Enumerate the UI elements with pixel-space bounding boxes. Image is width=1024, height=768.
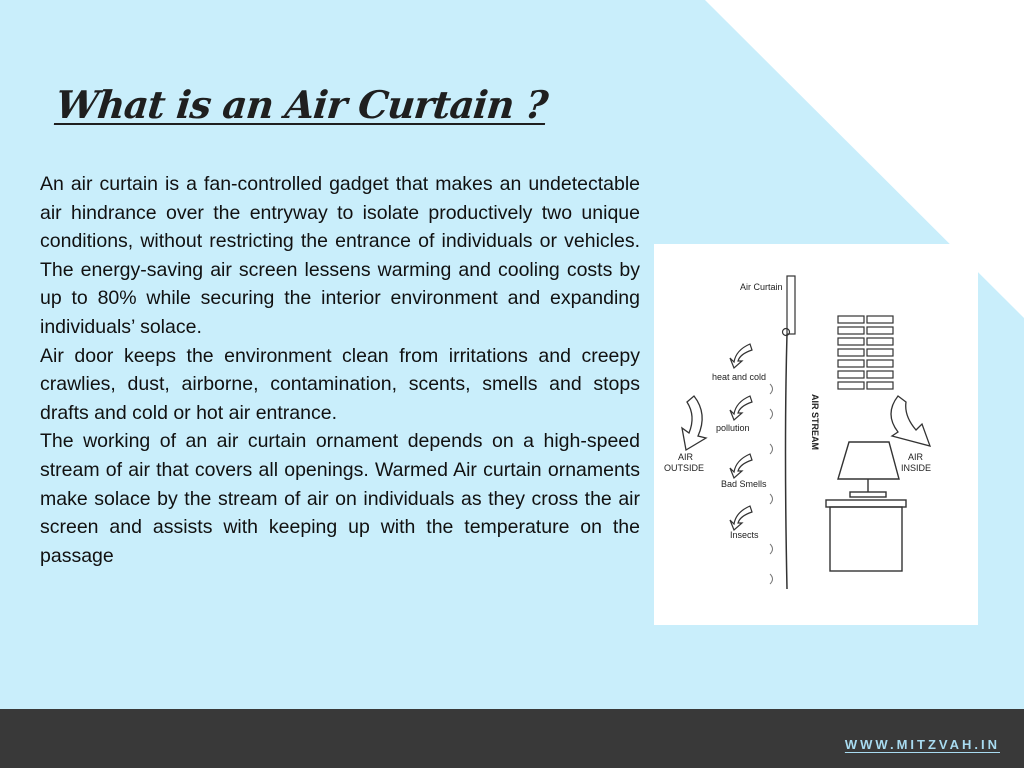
air-curtain-diagram bbox=[654, 244, 978, 625]
air-curtain-device bbox=[787, 276, 795, 334]
smells-arrow-icon bbox=[730, 454, 752, 478]
blocked-bad-smells: Bad Smells bbox=[721, 479, 767, 489]
footer-bar bbox=[0, 709, 1024, 768]
blocked-heat-cold: heat and cold bbox=[712, 372, 767, 382]
air-curtain-nozzle bbox=[783, 329, 790, 336]
air-outside-arrow-icon bbox=[682, 396, 706, 450]
pollution-arrow-icon bbox=[730, 396, 752, 420]
air-outside-label-2: OUTSIDE bbox=[664, 463, 705, 473]
air-inside-label-2: INSIDE bbox=[901, 463, 932, 473]
paragraph-working: The working of an air curtain ornament depends on a high-speed stream of air that covers all openings. Warmed Air curtain ornaments make solace by the stream of air on individuals as they cross the air screen and assists with keeping up with the temperature on the passage bbox=[40, 430, 640, 567]
air-curtain-label: Air Curtain bbox=[740, 282, 783, 292]
air-flow-marks bbox=[770, 384, 773, 584]
lamp-table-icon bbox=[826, 442, 906, 571]
heat-cold-arrow-icon bbox=[730, 344, 752, 368]
website-link[interactable]: WWW.MITZVAH.IN bbox=[844, 737, 1000, 752]
air-stream-line bbox=[786, 334, 788, 589]
insects-arrow-icon bbox=[730, 506, 752, 530]
paragraph-definition: An air curtain is a fan-controlled gadget that makes an undetectable air hindrance over the entryway to isolate productively two unique conditions, without restricting the entrance of individuals or vehicles. The energy-saving air screen lessens warming and cooling costs by up to 80% while securing the interior environment and expanding individuals’ solace. bbox=[40, 173, 640, 338]
body-text bbox=[40, 170, 640, 570]
air-outside-label-1: AIR bbox=[678, 452, 694, 462]
paragraph-benefits: Air door keeps the environment clean from irritations and creepy crawlies, dust, airborne, contamination, scents, smells and stops drafts and cold or hot air entrance. bbox=[40, 344, 640, 424]
blocked-insects: Insects bbox=[730, 530, 759, 540]
slide-title: What is an Air Curtain ? bbox=[53, 82, 550, 127]
air-inside-label-1: AIR bbox=[908, 452, 924, 462]
brick-wall-icon bbox=[838, 316, 893, 389]
air-stream-label: AIR STREAM bbox=[810, 394, 820, 450]
blocked-pollution: pollution bbox=[716, 423, 750, 433]
air-inside-arrow-icon bbox=[891, 396, 930, 446]
